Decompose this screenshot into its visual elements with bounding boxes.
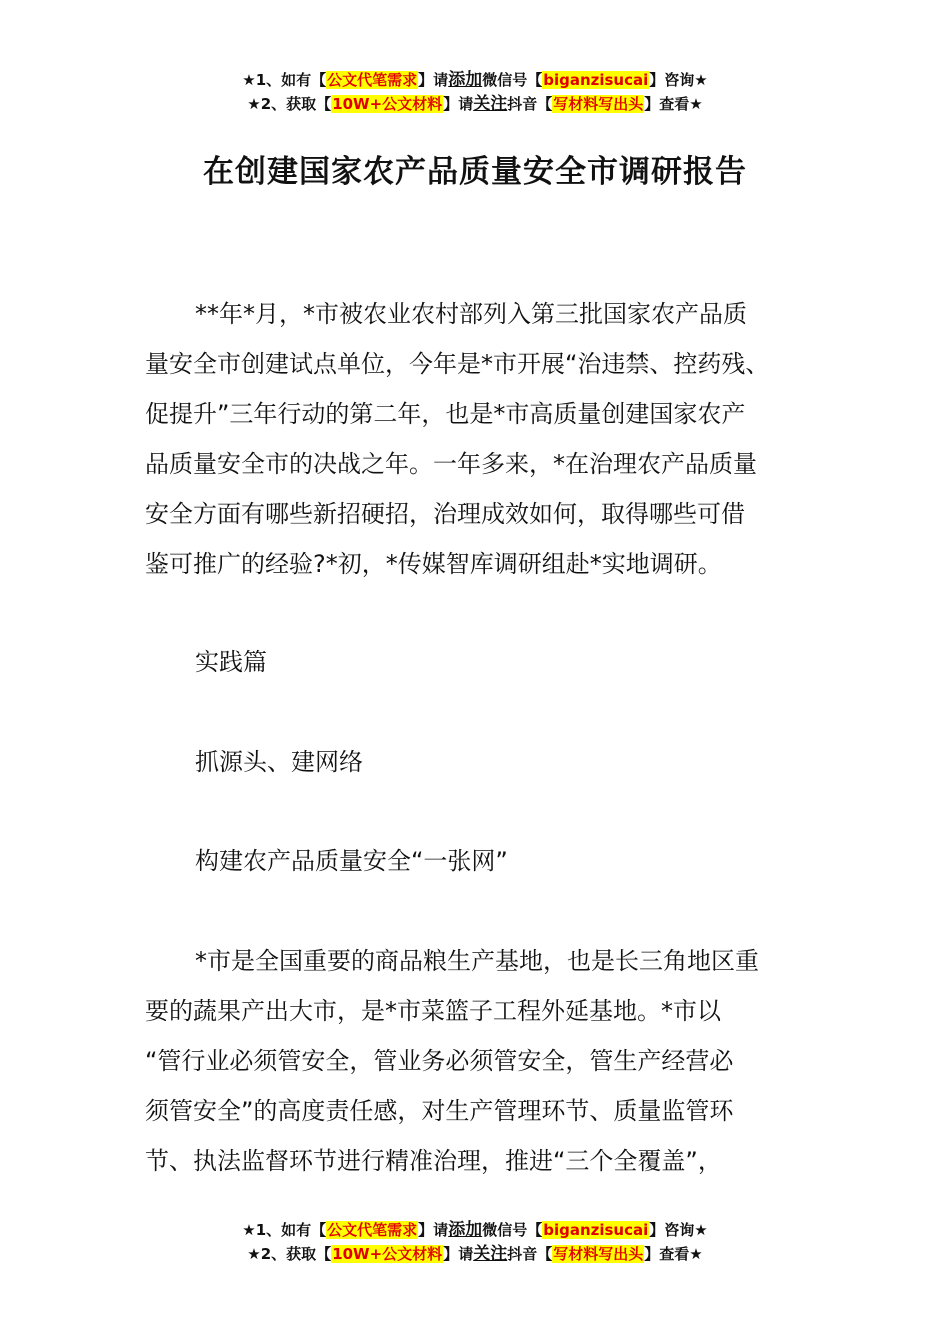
banner-line-2 <box>0 1242 950 1266</box>
paragraph-line: 促提升”三年行动的第二年，也是*市高质量创建国家农产 <box>145 400 746 428</box>
banner-highlight: 公文代笔需求 <box>327 71 418 89</box>
paragraph-line: *市是全国重要的商品粮生产基地，也是长三角地区重 <box>195 947 759 975</box>
banner-text: 】请 <box>418 1221 449 1239</box>
banner-highlight: 公文代笔需求 <box>327 1221 418 1239</box>
subsection-subheading: 构建农产品质量安全“一张网” <box>195 847 508 875</box>
paragraph-line: 安全方面有哪些新招硬招，治理成效如何，取得哪些可借 <box>145 500 745 528</box>
paragraph-line: 品质量安全市的决战之年。一年多来，*在治理农产品质量 <box>145 450 757 478</box>
header-banner <box>0 68 950 116</box>
banner-emphasis: 关注 <box>473 1244 508 1264</box>
subsection-heading: 抓源头、建网络 <box>195 748 363 776</box>
banner-text: 】查看★ <box>644 95 703 113</box>
banner-text: 抖音【 <box>507 1245 553 1263</box>
paragraph-intro <box>145 289 815 589</box>
banner-text: ★2、获取【 <box>247 95 332 113</box>
banner-wechat-id: biganzisucai <box>543 71 649 89</box>
paragraph-line: “管行业必须管安全，管业务必须管安全，管生产经营必 <box>145 1047 734 1075</box>
banner-emphasis: 关注 <box>473 94 508 114</box>
banner-text: 微信号【 <box>482 71 543 89</box>
paragraph-line: 须管安全”的高度责任感，对生产管理环节、质量监管环 <box>145 1097 734 1125</box>
banner-text: ★1、如有【 <box>242 1221 327 1239</box>
banner-douyin-id: 写材料写出头 <box>553 95 644 113</box>
banner-text: ★2、获取【 <box>247 1245 332 1263</box>
banner-line-1 <box>0 1218 950 1242</box>
banner-douyin-id: 写材料写出头 <box>553 1245 644 1263</box>
banner-highlight: 10W+公文材料 <box>332 1245 443 1263</box>
banner-text: ★1、如有【 <box>242 71 327 89</box>
banner-text: 抖音【 <box>507 95 553 113</box>
paragraph-line: 量安全市创建试点单位，今年是*市开展“治违禁、控药残、 <box>145 350 770 378</box>
banner-emphasis: 添加 <box>448 70 483 90</box>
banner-line-1 <box>0 68 950 92</box>
banner-emphasis: 添加 <box>448 1220 483 1240</box>
banner-text: 】查看★ <box>644 1245 703 1263</box>
paragraph-line: **年*月，*市被农业农村部列入第三批国家农产品质 <box>195 300 747 328</box>
section-heading-practice: 实践篇 <box>195 648 267 676</box>
banner-text: 】请 <box>443 95 474 113</box>
document-title: 在创建国家农产品质量安全市调研报告 <box>203 154 747 190</box>
footer-banner <box>0 1218 950 1266</box>
banner-text: 微信号【 <box>482 1221 543 1239</box>
banner-wechat-id: biganzisucai <box>543 1221 649 1239</box>
paragraph-line: 鉴可推广的经验?*初，*传媒智库调研组赴*实地调研。 <box>145 550 722 578</box>
banner-highlight: 10W+公文材料 <box>332 95 443 113</box>
banner-line-2 <box>0 92 950 116</box>
paragraph-line: 节、执法监督环节进行精准治理，推进“三个全覆盖”， <box>145 1147 722 1175</box>
banner-text: 】咨询★ <box>649 71 708 89</box>
paragraph-body <box>145 936 815 1186</box>
paragraph-line: 要的蔬果产出大市，是*市菜篮子工程外延基地。*市以 <box>145 997 721 1025</box>
banner-text: 】请 <box>418 71 449 89</box>
banner-text: 】咨询★ <box>649 1221 708 1239</box>
banner-text: 】请 <box>443 1245 474 1263</box>
